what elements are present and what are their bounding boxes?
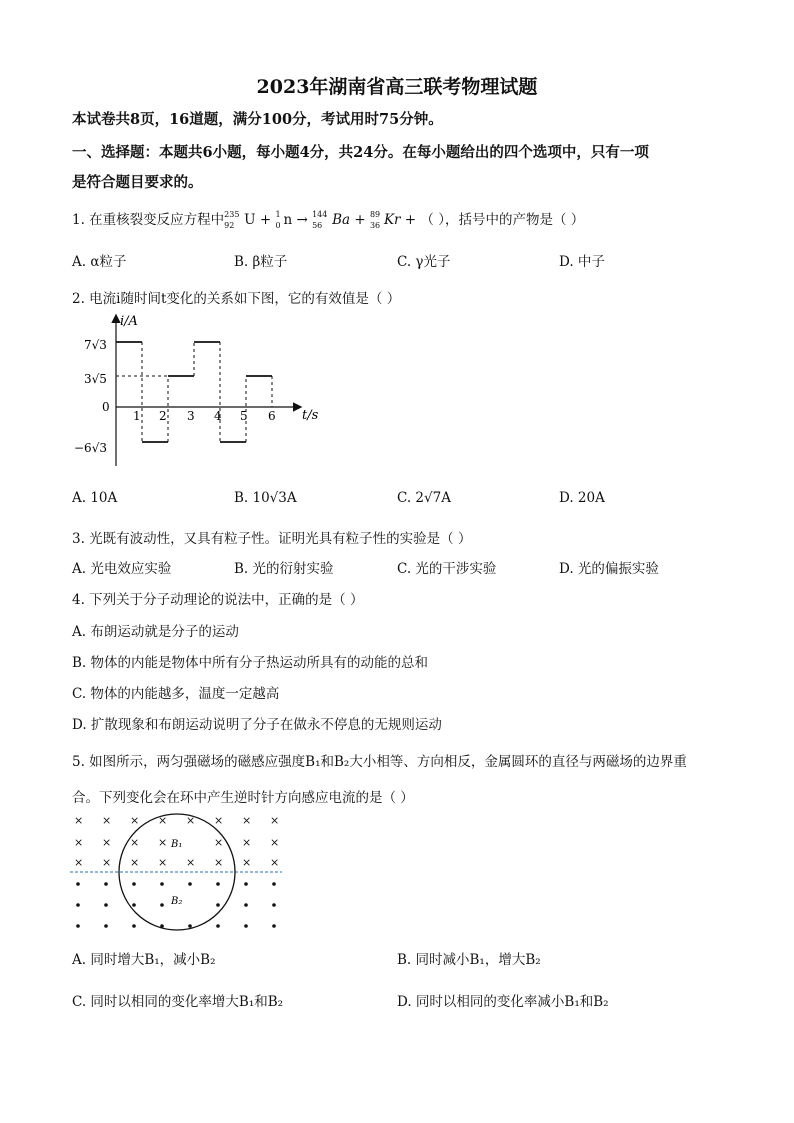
- q5-option-c[interactable]: C. 同时以相同的变化率增大B₁和B₂: [72, 994, 284, 1010]
- cross-mark: ×: [242, 814, 252, 827]
- exam-intro: 本试卷共8页，16道题，满分100分，考试用时75分钟。: [72, 111, 443, 128]
- dot-mark: [272, 924, 276, 928]
- dot-mark: [76, 882, 80, 886]
- question-5-line2: 合。下列变化会在环中产生逆时针方向感应电流的是（ ）: [72, 790, 414, 806]
- cross-mark: ×: [102, 836, 112, 849]
- cross-mark: ×: [74, 856, 84, 869]
- dot-mark: [104, 882, 108, 886]
- q5-option-d[interactable]: D. 同时以相同的变化率减小B₁和B₂: [397, 994, 609, 1010]
- q4-option-d[interactable]: D. 扩散现象和布朗运动说明了分子在做永不停息的无规则运动: [72, 717, 442, 733]
- q1-prefix: 1. 在重核裂变反应方程中: [72, 212, 225, 228]
- waveform-dashed-transitions: [116, 342, 272, 442]
- label-b2: B₂: [171, 896, 183, 907]
- q4-option-b[interactable]: B. 物体的内能是物体中所有分子热运动所具有的动能的总和: [72, 655, 429, 671]
- cross-mark: ×: [242, 856, 252, 869]
- x-tick-3: 3: [187, 409, 195, 423]
- dot-mark: [244, 924, 248, 928]
- question-1: 1. 在重核裂变反应方程中 235 92 U + 1 0 n → 144 56 Ba + 89 36 Kr + （ ），括号中的产物是（ ）: [72, 209, 585, 230]
- q3-option-a[interactable]: A. 光电效应实验: [72, 561, 172, 577]
- cross-mark: ×: [130, 814, 140, 827]
- x-axis-label: t/s: [302, 408, 319, 423]
- q1-option-d[interactable]: D. 中子: [559, 254, 605, 270]
- ba-nuclide-index: 144 56: [312, 209, 328, 230]
- page-title: 2023年湖南省高三联考物理试题: [256, 76, 538, 98]
- q4-option-a[interactable]: A. 布朗运动就是分子的运动: [72, 624, 239, 640]
- question-5-line1: 5. 如图所示，两匀强磁场的磁感应强度B₁和B₂大小相等、方向相反，金属圆环的直径与两磁场的边界重: [72, 754, 687, 770]
- x-tick-1: 1: [133, 409, 141, 423]
- question-4: 4. 下列关于分子动理论的说法中，正确的是（ ）: [72, 592, 364, 608]
- question-3: 3. 光既有波动性，又具有粒子性。证明光具有粒子性的实验是（ ）: [72, 531, 472, 547]
- u-nuclide-index: 235 92: [224, 209, 240, 230]
- dot-mark: [188, 924, 192, 928]
- cross-mark: ×: [130, 836, 140, 849]
- cross-mark: ×: [214, 856, 224, 869]
- dot-mark: [244, 882, 248, 886]
- cross-mark: ×: [102, 856, 112, 869]
- dot-mark: [132, 903, 136, 907]
- dot-mark: [76, 903, 80, 907]
- dot-mark: [272, 903, 276, 907]
- dot-mark: [160, 903, 164, 907]
- cross-mark: ×: [186, 856, 196, 869]
- q2-option-d[interactable]: D. 20A: [559, 490, 605, 506]
- label-b1: B₁: [171, 839, 183, 850]
- cross-mark: ×: [214, 814, 224, 827]
- q2-option-a[interactable]: A. 10A: [72, 490, 118, 506]
- cross-mark: ×: [270, 856, 280, 869]
- y-tick-minus-6sqrt3: −6√3: [74, 441, 107, 455]
- dot-mark: [160, 882, 164, 886]
- q4-option-c[interactable]: C. 物体的内能越多，温度一定越高: [72, 686, 280, 702]
- dot-mark: [216, 903, 220, 907]
- dot-mark: [216, 924, 220, 928]
- q2-option-b[interactable]: B. 10√3A: [234, 490, 297, 506]
- question-2: 2. 电流i随时间t变化的关系如下图，它的有效值是（ ）: [72, 291, 401, 307]
- section-heading-line2: 是符合题目要求的。: [72, 174, 203, 191]
- cross-mark: ×: [242, 836, 252, 849]
- q5-option-a[interactable]: A. 同时增大B₁，减小B₂: [72, 952, 216, 968]
- y-tick-3sqrt5: 3√5: [84, 372, 107, 386]
- q1-option-c[interactable]: C. γ光子: [397, 254, 451, 270]
- cross-mark: ×: [74, 836, 84, 849]
- section-heading-line1: 一、选择题：本题共6小题，每小题4分，共24分。在每小题给出的四个选项中，只有一项: [72, 144, 649, 161]
- q3-option-b[interactable]: B. 光的衍射实验: [234, 561, 334, 577]
- dot-mark: [216, 882, 220, 886]
- q5-option-b[interactable]: B. 同时减小B₁，增大B₂: [397, 952, 541, 968]
- magnetic-field-diagram: [68, 810, 288, 938]
- kr-nuclide-index: 89 36: [369, 209, 381, 230]
- cross-mark: ×: [158, 836, 168, 849]
- q1-suffix: （ ），括号中的产物是（ ）: [420, 212, 585, 228]
- cross-mark: ×: [158, 814, 168, 827]
- cross-mark: ×: [102, 814, 112, 827]
- n-symbol: n: [283, 212, 293, 228]
- q1-option-b[interactable]: B. β粒子: [234, 254, 288, 270]
- dot-mark: [76, 924, 80, 928]
- y-tick-0: 0: [102, 400, 110, 414]
- cross-mark: ×: [130, 856, 140, 869]
- u-symbol: U: [244, 212, 256, 228]
- cross-mark: ×: [270, 814, 280, 827]
- cross-mark: ×: [214, 836, 224, 849]
- cross-mark: ×: [270, 836, 280, 849]
- x-tick-2: 2: [159, 409, 167, 423]
- dot-mark: [132, 924, 136, 928]
- x-tick-4: 4: [214, 409, 222, 423]
- y-tick-7sqrt3: 7√3: [84, 338, 107, 352]
- current-time-graph: [72, 308, 342, 478]
- dot-mark: [104, 924, 108, 928]
- cross-mark: ×: [74, 814, 84, 827]
- q3-option-c[interactable]: C. 光的干涉实验: [397, 561, 497, 577]
- q3-option-d[interactable]: D. 光的偏振实验: [559, 561, 659, 577]
- dot-mark: [132, 882, 136, 886]
- ba-symbol: Ba: [332, 212, 351, 228]
- dot-mark: [244, 903, 248, 907]
- dot-mark: [272, 882, 276, 886]
- kr-symbol: Kr: [383, 212, 401, 228]
- x-tick-6: 6: [268, 409, 276, 423]
- cross-mark: ×: [158, 856, 168, 869]
- cross-mark: ×: [186, 814, 196, 827]
- q2-option-c[interactable]: C. 2√7A: [397, 490, 451, 506]
- n-nuclide-index: 1 0: [275, 209, 281, 230]
- dot-mark: [104, 903, 108, 907]
- y-axis-label: i/A: [120, 314, 138, 329]
- x-tick-5: 5: [240, 409, 248, 423]
- q1-option-a[interactable]: A. α粒子: [72, 254, 127, 270]
- dot-mark: [188, 882, 192, 886]
